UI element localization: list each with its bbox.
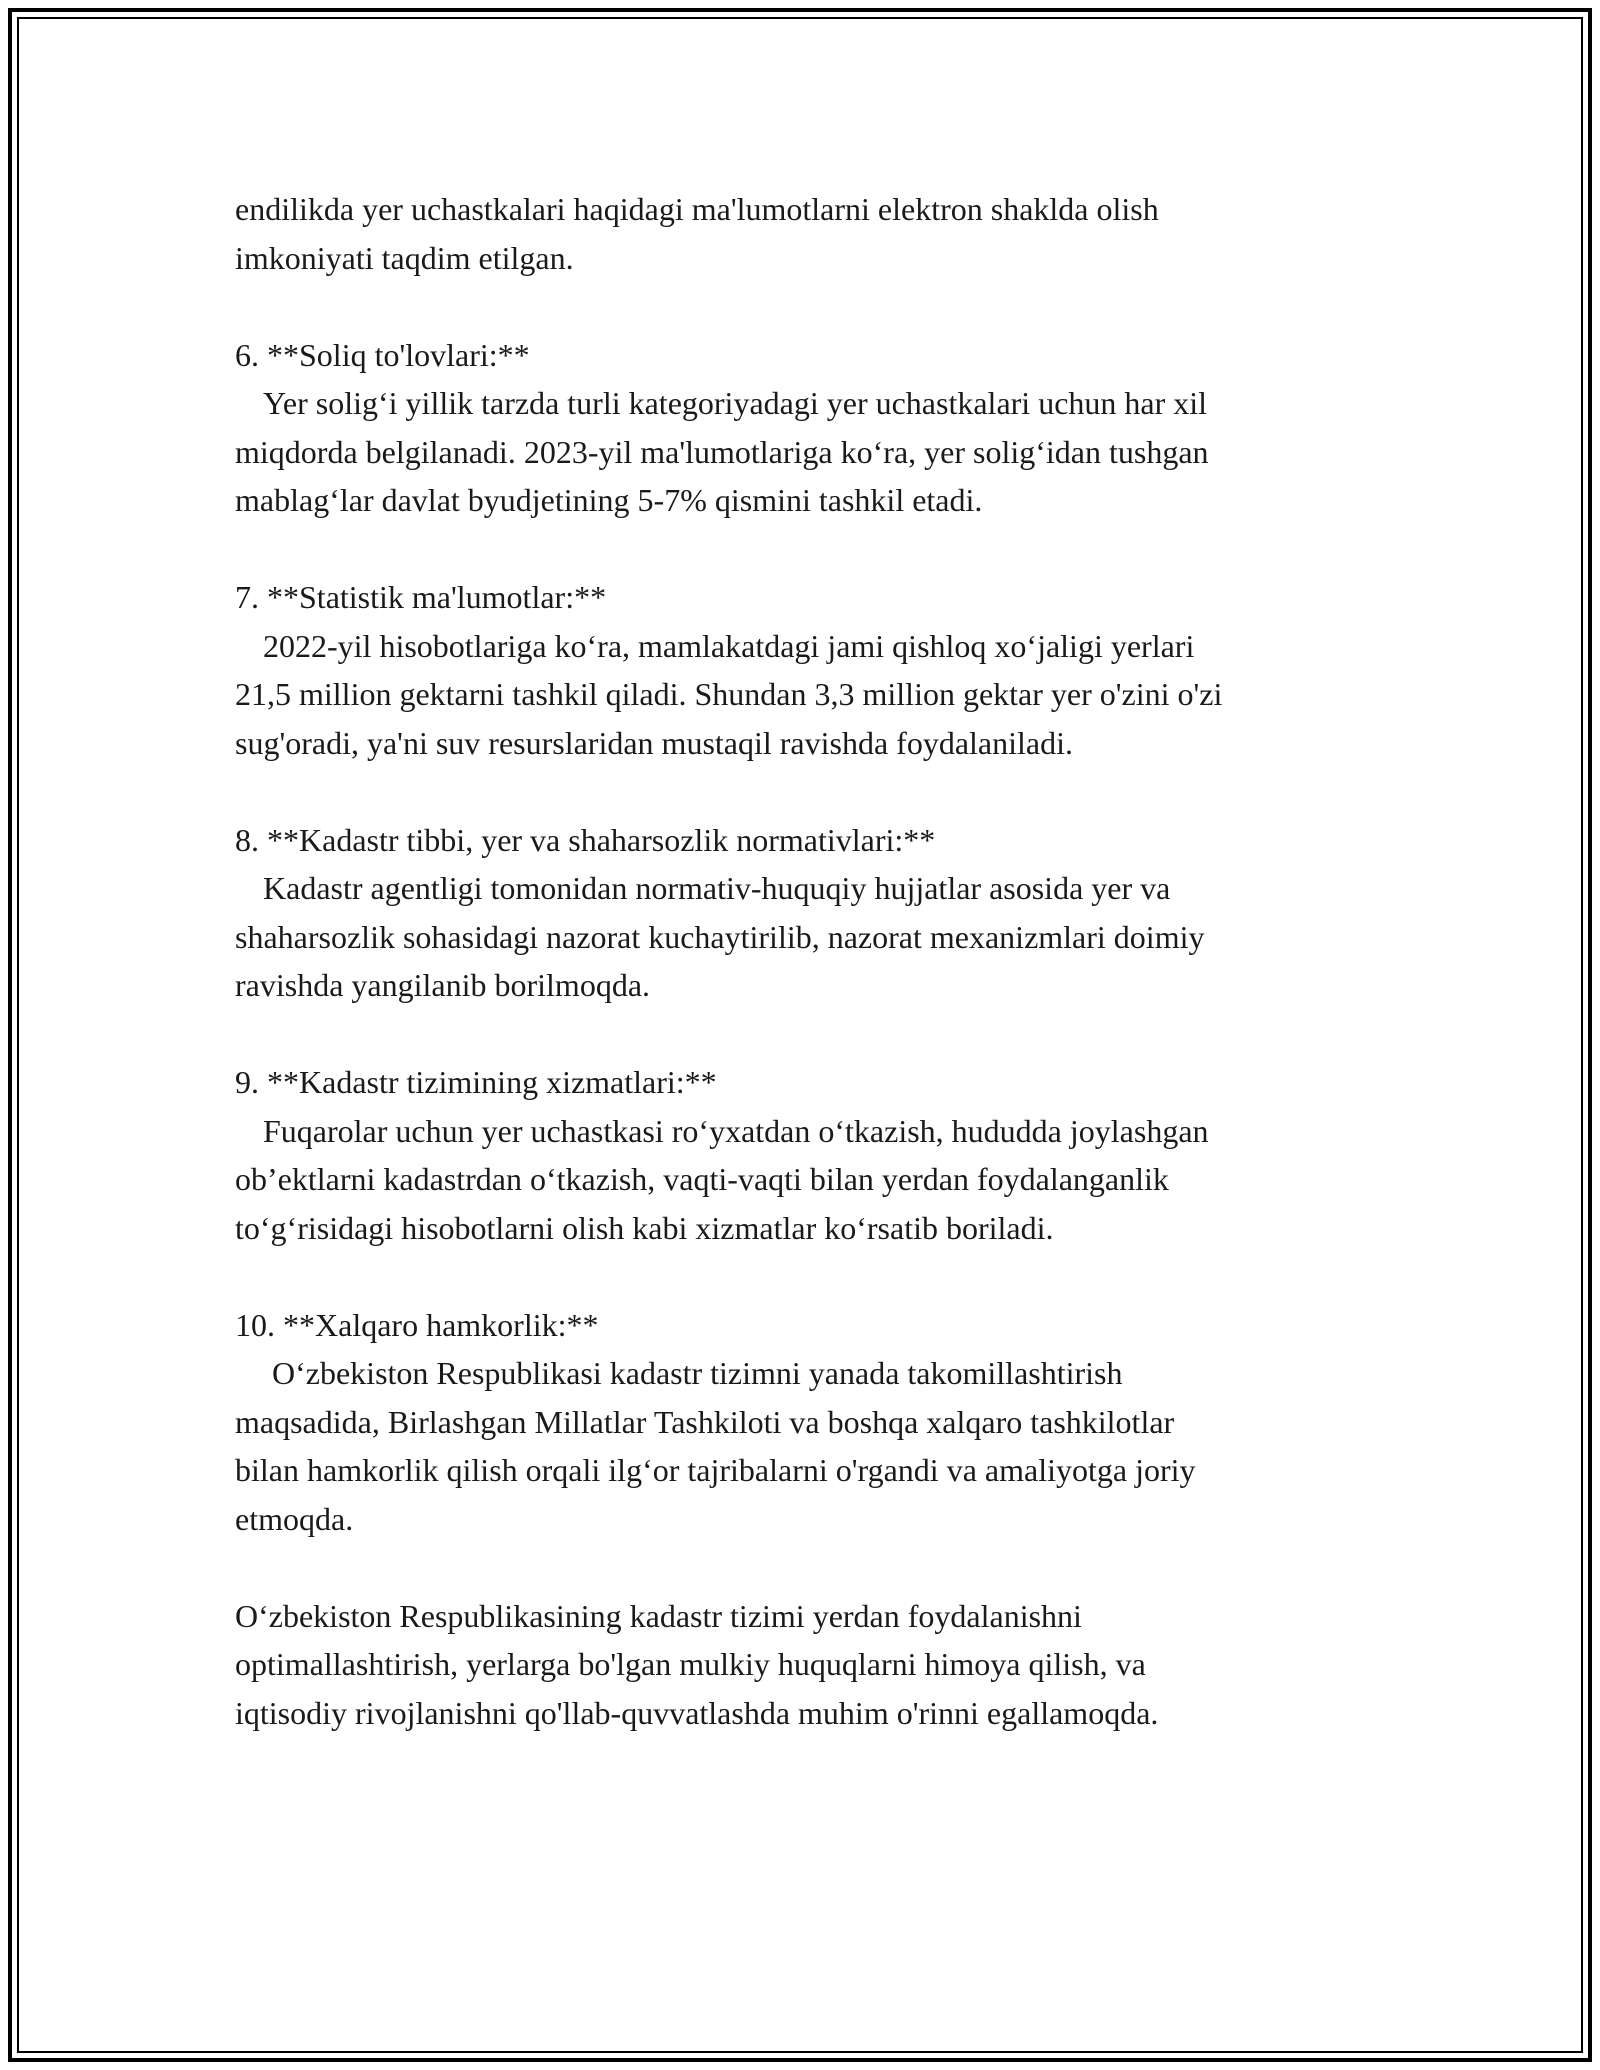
section-heading: 9. **Kadastr tizimining xizmatlari:** (235, 1064, 717, 1100)
section-heading: 7. **Statistik ma'lumotlar:** (235, 579, 607, 615)
text-line: optimallashtirish, yerlarga bo'lgan mulkiy huquqlarni himoya qilish, va (235, 1646, 1146, 1682)
text-line: O‘zbekiston Respublikasi kadastr tizimni yanada takomillashtirish (272, 1355, 1123, 1391)
conclusion-paragraph (235, 1592, 1385, 1738)
section-heading: 10. **Xalqaro hamkorlik:** (235, 1306, 599, 1343)
text-line: maqsadida, Birlashgan Millatlar Tashkiloti va boshqa xalqaro tashkilotlar (235, 1403, 1175, 1440)
text-line: iqtisodiy rivojlanishni qo'llab-quvvatlashda muhim o'rinni egallamoqda. (235, 1694, 1159, 1731)
text-line: imkoniyati taqdim etilgan. (235, 239, 574, 276)
section-statistik (235, 573, 1385, 767)
text-line: ravishda yangilanib borilmoqda. (235, 967, 651, 1003)
paragraph-gap (235, 1010, 1385, 1059)
paragraph-gap (235, 282, 1385, 331)
text-line: miqdorda belgilanadi. 2023-yil ma'lumotlariga ko‘ra, yer solig‘idan tushgan (235, 433, 1209, 470)
intro-paragraph (235, 185, 1385, 282)
paragraph-gap (235, 767, 1385, 816)
section-hamkorlik (235, 1301, 1385, 1544)
text-line: 2022-yil hisobotlariga ko‘ra, mamlakatdagi jami qishloq xo‘jaligi yerlari (263, 627, 1195, 664)
paragraph-gap (235, 1543, 1385, 1592)
text-line: Fuqarolar uchun yer uchastkasi ro‘yxatdan o‘tkazish, hududda joylashgan (263, 1112, 1209, 1149)
section-kadastr-tibbi (235, 816, 1385, 1010)
text-line: Yer solig‘i yillik tarzda turli kategoriyadagi yer uchastkalari uchun har xil (263, 385, 1208, 421)
text-line: sug'oradi, ya'ni suv resurslaridan mustaqil ravishda foydalaniladi. (235, 724, 1073, 761)
text-line: 21,5 million gektarni tashkil qiladi. Shundan 3,3 million gektar yer o'zini o'zi (235, 676, 1223, 712)
section-soliq (235, 331, 1385, 525)
section-heading: 6. **Soliq to'lovlari:** (235, 336, 530, 373)
text-line: ob’ektlarni kadastrdan o‘tkazish, vaqti-vaqti bilan yerdan foydalanganlik (235, 1161, 1169, 1197)
text-line: endilikda yer uchastkalari haqidagi ma'lumotlarni elektron shaklda olish (235, 191, 1159, 227)
paragraph-gap (235, 1252, 1385, 1301)
text-line: mablag‘lar davlat byudjetining 5-7% qismini tashkil etadi. (235, 482, 983, 518)
section-xizmatlar (235, 1058, 1385, 1252)
text-line: etmoqda. (235, 1500, 354, 1537)
document-body (235, 185, 1385, 1737)
paragraph-gap (235, 525, 1385, 574)
text-line: bilan hamkorlik qilish orqali ilg‘or tajribalarni o'rgandi va amaliyotga joriy (235, 1452, 1196, 1488)
text-line: to‘g‘risidagi hisobotlarni olish kabi xizmatlar ko‘rsatib boriladi. (235, 1209, 1054, 1246)
section-heading: 8. **Kadastr tibbi, yer va shaharsozlik normativlari:** (235, 821, 936, 858)
text-line: O‘zbekiston Respublikasining kadastr tizimi yerdan foydalanishni (235, 1597, 1082, 1634)
text-line: Kadastr agentligi tomonidan normativ-huquqiy hujjatlar asosida yer va (263, 870, 1171, 906)
text-line: shaharsozlik sohasidagi nazorat kuchaytirilib, nazorat mexanizmlari doimiy (235, 918, 1205, 955)
